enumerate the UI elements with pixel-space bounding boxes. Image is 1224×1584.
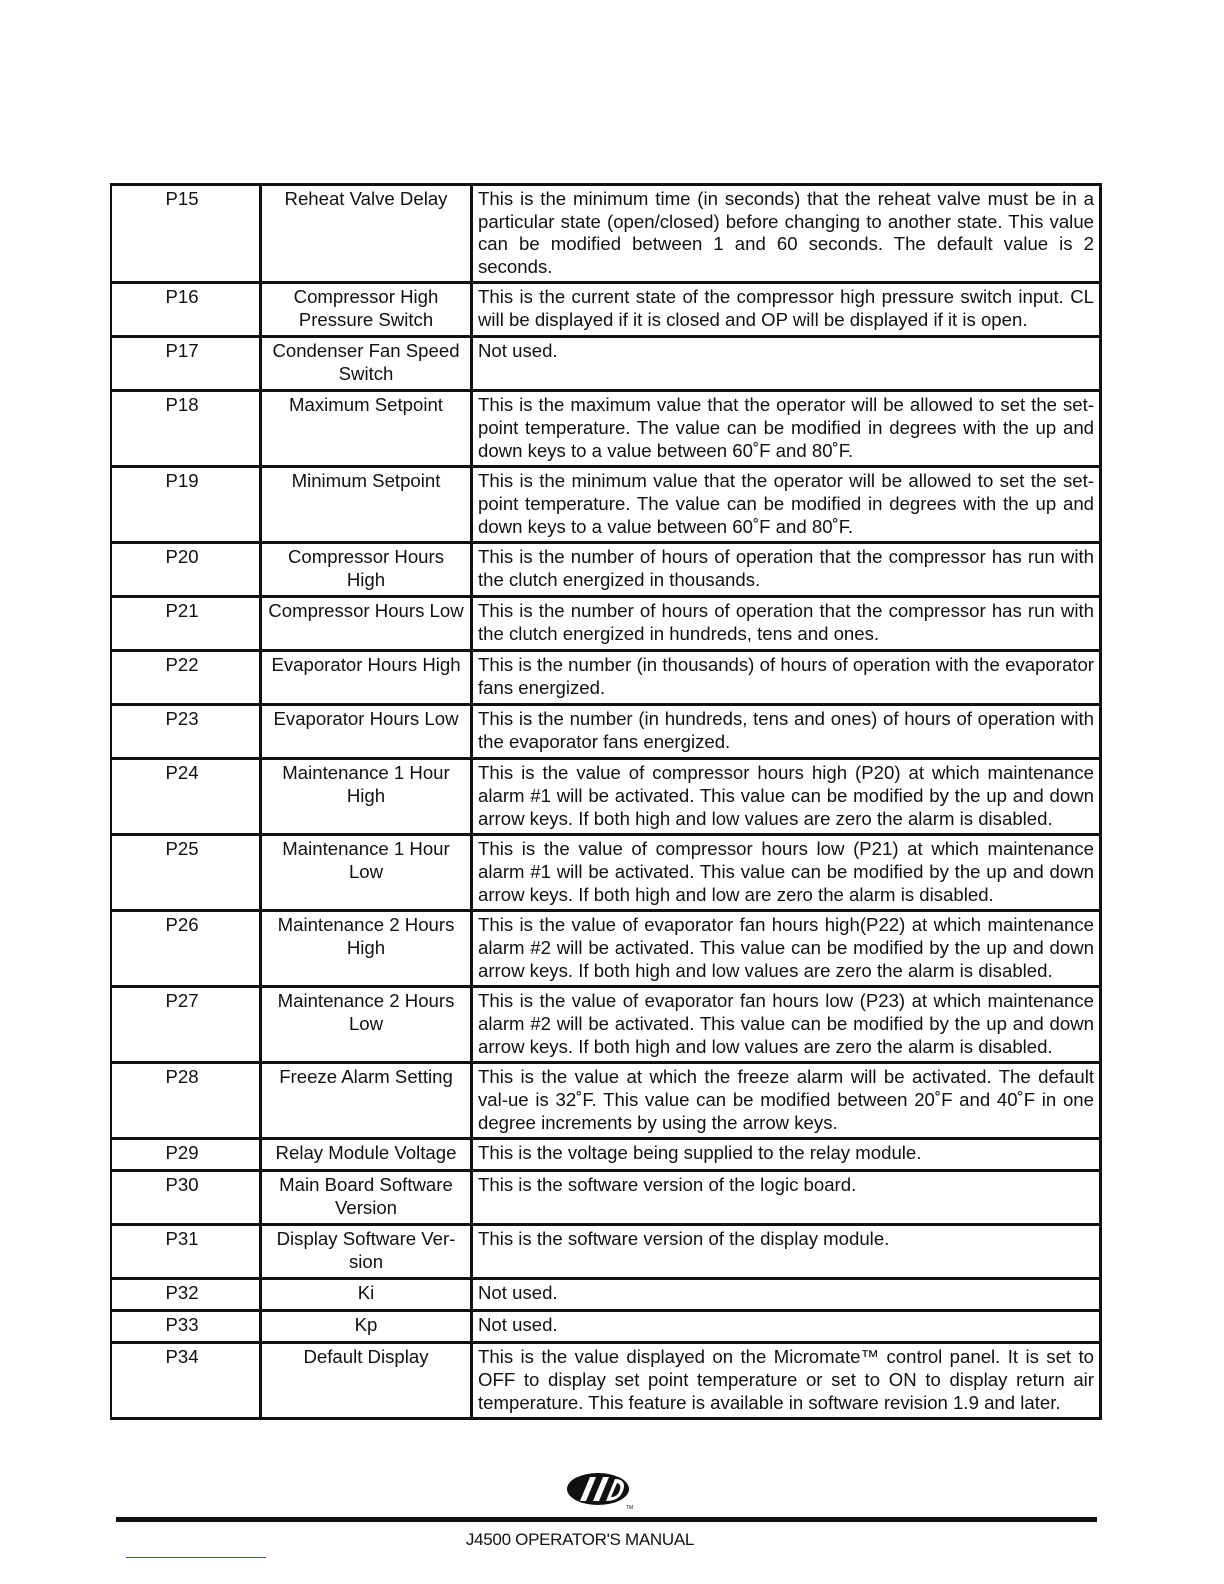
param-description: This is the value of compressor hours low (P21) at which maintenance alarm #1 will be activated. This value can be modified by the up and down arrow keys. If both high and low are zero the alarm is disabled. — [472, 835, 1101, 911]
param-code: P15 — [111, 185, 261, 283]
param-code: P32 — [111, 1279, 261, 1311]
param-description: This is the value at which the freeze alarm will be activated. The default val-ue is 32˚F. This value can be modified between 20˚F and 40˚F in one degree increments by using the arrow keys. — [472, 1063, 1101, 1139]
param-name: Relay Module Voltage — [261, 1139, 472, 1171]
param-code: P29 — [111, 1139, 261, 1171]
table-row — [111, 705, 1101, 759]
param-code: P16 — [111, 283, 261, 337]
table-row — [111, 835, 1101, 911]
param-code: P30 — [111, 1171, 261, 1225]
param-code: P33 — [111, 1311, 261, 1343]
param-name: Minimum Setpoint — [261, 467, 472, 543]
param-description: This is the value of evaporator fan hours high(P22) at which maintenance alarm #2 will be activated. This value can be modified by the up and down arrow keys. If both high and low values are zero the alarm is disabled. — [472, 911, 1101, 987]
table-row — [111, 391, 1101, 467]
param-code: P22 — [111, 651, 261, 705]
param-name: Evaporator Hours High — [261, 651, 472, 705]
param-name: Condenser Fan Speed Switch — [261, 337, 472, 391]
table-row — [111, 1311, 1101, 1343]
param-code: P24 — [111, 759, 261, 835]
param-description: This is the minimum value that the operator will be allowed to set the set-point temperature. The value can be modified in degrees with the up and down keys to a value between 60˚F and 80˚F. — [472, 467, 1101, 543]
manual-title: J4500 OPERATOR'S MANUAL — [465, 1530, 695, 1549]
table-row — [111, 597, 1101, 651]
param-name: Maintenance 1 Hour High — [261, 759, 472, 835]
param-code: P34 — [111, 1343, 261, 1419]
table-row — [111, 1279, 1101, 1311]
param-name: Kp — [261, 1311, 472, 1343]
param-code: P18 — [111, 391, 261, 467]
table-row — [111, 1063, 1101, 1139]
param-name: Display Software Ver-sion — [261, 1225, 472, 1279]
table-row — [111, 1225, 1101, 1279]
param-description: This is the voltage being supplied to the relay module. — [472, 1139, 1101, 1171]
param-name: Main Board Software Version — [261, 1171, 472, 1225]
param-name: Maximum Setpoint — [261, 391, 472, 467]
param-code: P26 — [111, 911, 261, 987]
param-description: This is the maximum value that the operator will be allowed to set the set-point temperature. The value can be modified in degrees with the up and down keys to a value between 60˚F and 80˚F. — [472, 391, 1101, 467]
param-code: P20 — [111, 543, 261, 597]
param-description: This is the value of evaporator fan hours low (P23) at which maintenance alarm #2 will be activated. This value can be modified by the up and down arrow keys. If both high and low values are zero the alarm is disabled. — [472, 987, 1101, 1063]
param-code: P31 — [111, 1225, 261, 1279]
parameter-table — [110, 183, 1102, 1420]
param-description: This is the number (in thousands) of hours of operation with the evaporator fans energized. — [472, 651, 1101, 705]
param-description: This is the software version of the logic board. — [472, 1171, 1101, 1225]
footer-rule — [116, 1517, 1097, 1522]
param-name: Reheat Valve Delay — [261, 185, 472, 283]
param-description: This is the number of hours of operation that the compressor has run with the clutch energized in thousands. — [472, 543, 1101, 597]
table-row — [111, 543, 1101, 597]
table-row — [111, 283, 1101, 337]
param-code: P23 — [111, 705, 261, 759]
svg-text:TM: TM — [626, 1505, 634, 1511]
param-code: P25 — [111, 835, 261, 911]
param-code: P17 — [111, 337, 261, 391]
table-row — [111, 759, 1101, 835]
param-code: P28 — [111, 1063, 261, 1139]
mm-logo-icon — [566, 1471, 634, 1511]
param-code: P27 — [111, 987, 261, 1063]
param-name: Maintenance 2 Hours High — [261, 911, 472, 987]
table-row — [111, 337, 1101, 391]
param-description: This is the minimum time (in seconds) that the reheat valve must be in a particular state (open/closed) before changing to another state. This value can be modified between 1 and 60 seconds. The default value is 2 seconds. — [472, 185, 1101, 283]
table-row — [111, 987, 1101, 1063]
table-row — [111, 1139, 1101, 1171]
table-row — [111, 651, 1101, 705]
param-name: Freeze Alarm Setting — [261, 1063, 472, 1139]
param-name: Ki — [261, 1279, 472, 1311]
param-name: Compressor Hours High — [261, 543, 472, 597]
param-name: Compressor Hours Low — [261, 597, 472, 651]
param-description: This is the number (in hundreds, tens and ones) of hours of operation with the evaporator fans energized. — [472, 705, 1101, 759]
param-description: This is the value of compressor hours high (P20) at which maintenance alarm #1 will be activated. This value can be modified by the up and down arrow keys. If both high and low values are zero the alarm is disabled. — [472, 759, 1101, 835]
param-name: Evaporator Hours Low — [261, 705, 472, 759]
param-description: This is the value displayed on the Micromate™ control panel. It is set to OFF to display set point temperature or set to ON to display return air temperature. This feature is available in software revision 1.9 and later. — [472, 1343, 1101, 1419]
param-name: Compressor High Pressure Switch — [261, 283, 472, 337]
param-name: Maintenance 1 Hour Low — [261, 835, 472, 911]
table-row — [111, 467, 1101, 543]
table-row — [111, 911, 1101, 987]
footer-link-underline — [126, 1557, 266, 1558]
param-code: P21 — [111, 597, 261, 651]
param-name: Maintenance 2 Hours Low — [261, 987, 472, 1063]
param-code: P19 — [111, 467, 261, 543]
param-description: Not used. — [472, 337, 1101, 391]
param-name: Default Display — [261, 1343, 472, 1419]
param-description: Not used. — [472, 1279, 1101, 1311]
param-description: Not used. — [472, 1311, 1101, 1343]
param-description: This is the current state of the compressor high pressure switch input. CL will be displayed if it is closed and OP will be displayed if it is open. — [472, 283, 1101, 337]
table-row — [111, 1171, 1101, 1225]
param-description: This is the number of hours of operation that the compressor has run with the clutch energized in hundreds, tens and ones. — [472, 597, 1101, 651]
param-description: This is the software version of the display module. — [472, 1225, 1101, 1279]
table-row — [111, 185, 1101, 283]
table-row — [111, 1343, 1101, 1419]
